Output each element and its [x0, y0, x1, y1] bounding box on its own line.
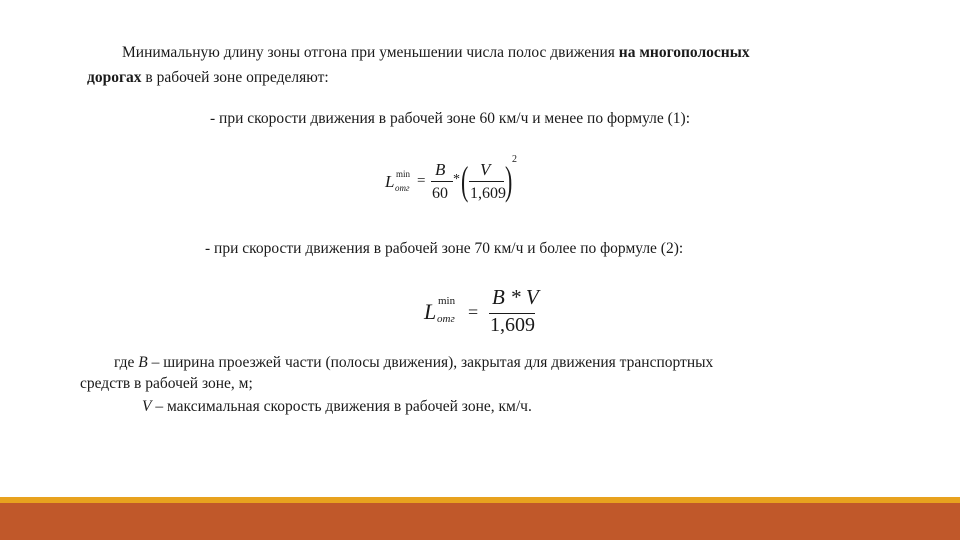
formula-1-L: L: [385, 172, 395, 191]
intro-line-2: [87, 68, 329, 88]
formula-2-sub: отг: [437, 313, 455, 325]
intro-line-1: [122, 43, 750, 63]
intro-line-1-bold: на многополосных: [618, 44, 750, 61]
formula-2-eq: =: [468, 302, 479, 322]
formula-1-den2: 1,609: [470, 185, 506, 202]
legend-var-v: V: [142, 398, 152, 415]
formula-1-mul: *: [453, 172, 460, 187]
legend-line-1-text: – ширина проезжей части (полосы движения), закрытая для движения транспортных: [151, 354, 714, 371]
formula-1-num1: B: [435, 160, 446, 179]
formula-1-power: 2: [512, 154, 517, 165]
legend-line-2: средств в рабочей зоне, м;: [80, 375, 253, 392]
formula-2-num: B * V: [492, 285, 539, 309]
formula-1-sub: отг: [395, 183, 410, 193]
formula-2-L: L: [424, 299, 437, 324]
formula-1-den1: 60: [432, 185, 448, 202]
formula-1-rparen: ): [505, 158, 513, 203]
intro-line-1-text: Минимальную длину зоны отгона при уменьшении числа полос движения: [122, 44, 615, 61]
formula-2-den: 1,609: [490, 314, 535, 336]
case-2-text: - при скорости движения в рабочей зоне 70 км/ч и более по формуле (2):: [205, 240, 684, 257]
legend-line-3: [142, 397, 532, 417]
formula-1-num2: V: [480, 160, 491, 179]
intro-line-2-bold: дорогах: [87, 69, 142, 86]
formula-1-bar-2: [469, 181, 504, 182]
formula-1-bar-1: [431, 181, 453, 182]
legend-line-3-text: – максимальная скорость движения в рабочей зоне, км/ч.: [155, 398, 532, 415]
legend-line-1: [114, 353, 713, 373]
case-1-text: - при скорости движения в рабочей зоне 60 км/ч и менее по формуле (1):: [210, 110, 691, 127]
formula-1-sup: min: [396, 169, 411, 179]
formula-2-sup: min: [438, 295, 456, 307]
footer-band: [0, 503, 960, 540]
legend-where: где: [114, 354, 135, 371]
legend-var-b: B: [138, 354, 148, 371]
formula-1-eq: =: [417, 173, 426, 189]
formula-1-lparen: (: [461, 158, 469, 203]
intro-line-2-text: в рабочей зоне определяют:: [145, 69, 329, 86]
